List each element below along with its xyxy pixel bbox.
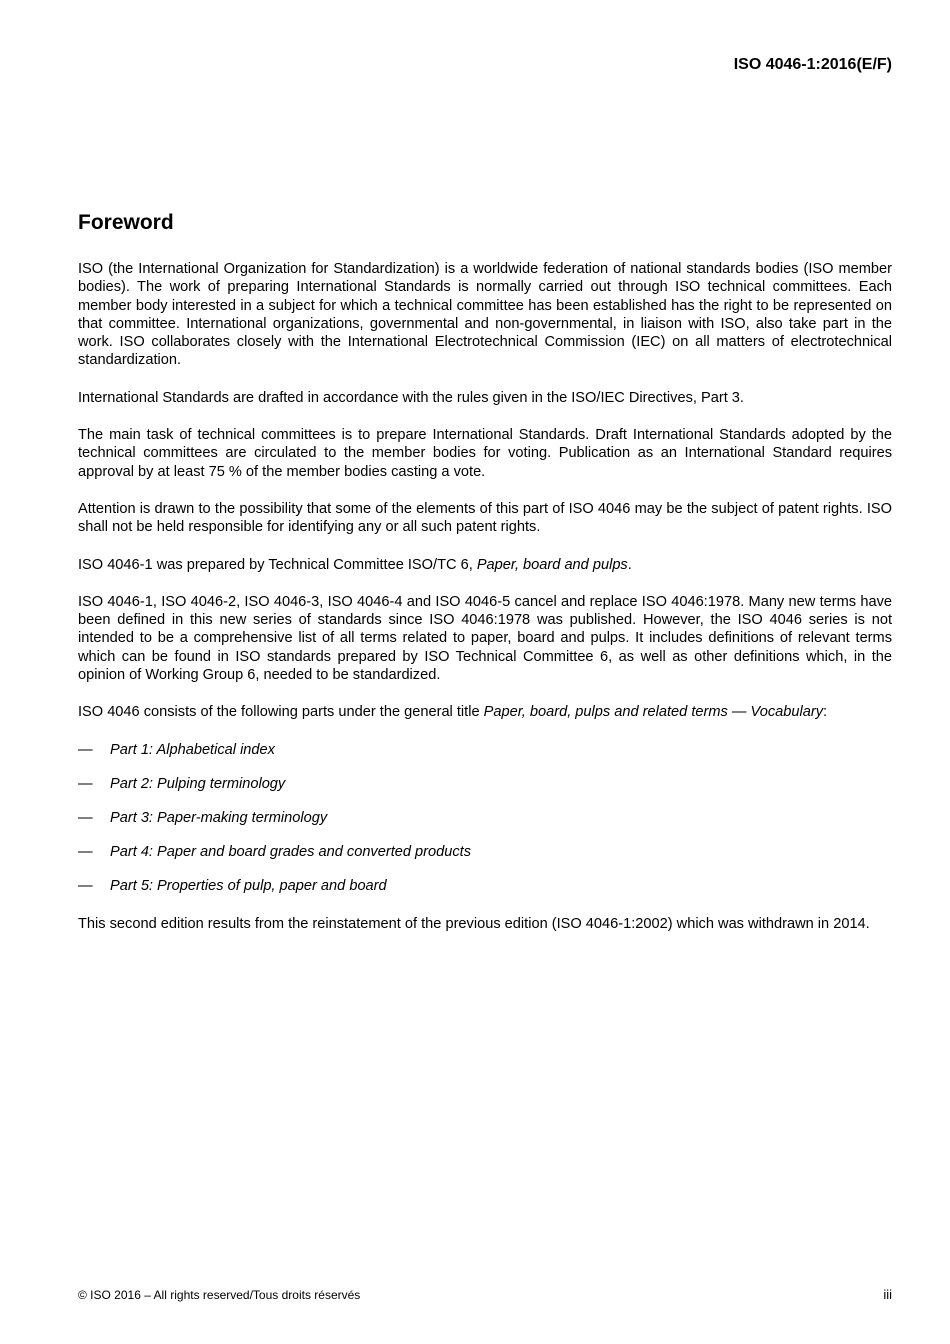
dash-bullet: — [78,809,93,826]
paragraph-prepared-by [78,556,892,574]
part-1-title: Part 1: Alphabetical index [110,741,275,758]
parts-list [78,741,892,895]
paragraph-iso-intro: ISO (the International Organization for Standardization) is a worldwide federation of national standards bodies (ISO member bodies). The work of preparing International Standards is normally carried out through ISO technical committees. Each member body interested in a subject for which a technical committee has been established has the right to be represented on that committee. International organizations, governmental and non-governmental, in liaison with ISO, also take part in the work. ISO collaborates closely with the International Electrotechnical Commission (IEC) on all matters of electrotechnical standardization. [78,261,892,369]
paragraph-committee-task: The main task of technical committees is to prepare International Standards. Draft International Standards adopted by the technical committees are circulated to the member bodies for voting. Publication as an International Standard requires approval by at least 75 % of the member bodies casting a vote. [78,427,892,480]
document-id: ISO 4046-1:2016(E/F) [733,56,892,73]
paragraph-edition-note: This second edition results from the reinstatement of the previous edition (ISO 4046-1:2002) which was withdrawn in 2014. [78,915,870,932]
dash-bullet: — [78,775,93,792]
part-2-title: Part 2: Pulping terminology [110,775,286,792]
list-item [78,775,892,793]
dash-bullet: — [78,843,93,860]
general-title: Paper, board, pulps and related terms — Vocabulary [483,704,823,721]
list-item [78,877,892,895]
paragraph-drafting-rules: International Standards are drafted in accordance with the rules given in the ISO/IEC Directives, Part 3. [78,389,744,406]
part-3-title: Part 3: Paper-making terminology [110,809,328,826]
part-4-title: Part 4: Paper and board grades and converted products [110,843,472,860]
foreword-section [78,210,892,952]
committee-name: Paper, board and pulps [476,556,628,573]
list-item [78,809,892,827]
dash-bullet: — [78,877,93,894]
page-title: Foreword [78,211,174,234]
page-number: iii [883,1287,892,1302]
dash-bullet: — [78,741,93,758]
parts-intro-suffix: : [823,704,828,721]
prepared-by-suffix: . [627,556,632,573]
paragraph-patent-rights: Attention is drawn to the possibility that some of the elements of this part of ISO 4046 may be the subject of patent rights. ISO shall not be held responsible for identifying any or all such patent rights. [78,500,892,536]
copyright-notice: © ISO 2016 – All rights reserved/Tous droits réservés [78,1288,361,1302]
list-item [78,843,892,861]
part-5-title: Part 5: Properties of pulp, paper and board [110,877,387,894]
paragraph-parts-intro [78,703,892,721]
parts-intro-text: ISO 4046 consists of the following parts under the general title [78,704,484,721]
prepared-by-text: ISO 4046-1 was prepared by Technical Committee ISO/TC 6, [78,556,477,573]
list-item [78,741,892,759]
paragraph-series-replacement: ISO 4046-1, ISO 4046-2, ISO 4046-3, ISO 4046-4 and ISO 4046-5 cancel and replace ISO 4046:1978. Many new terms have been defined in this new series of standards since ISO 4046:1978 was published. However, the ISO 4046 series is not intended to be a comprehensive list of all terms related to paper, board and pulps. It includes definitions of relevant terms which can be found in ISO standards prepared by ISO Technical Committee 6, as well as other definitions which, in the opinion of Working Group 6, needed to be standardized. [78,593,892,684]
